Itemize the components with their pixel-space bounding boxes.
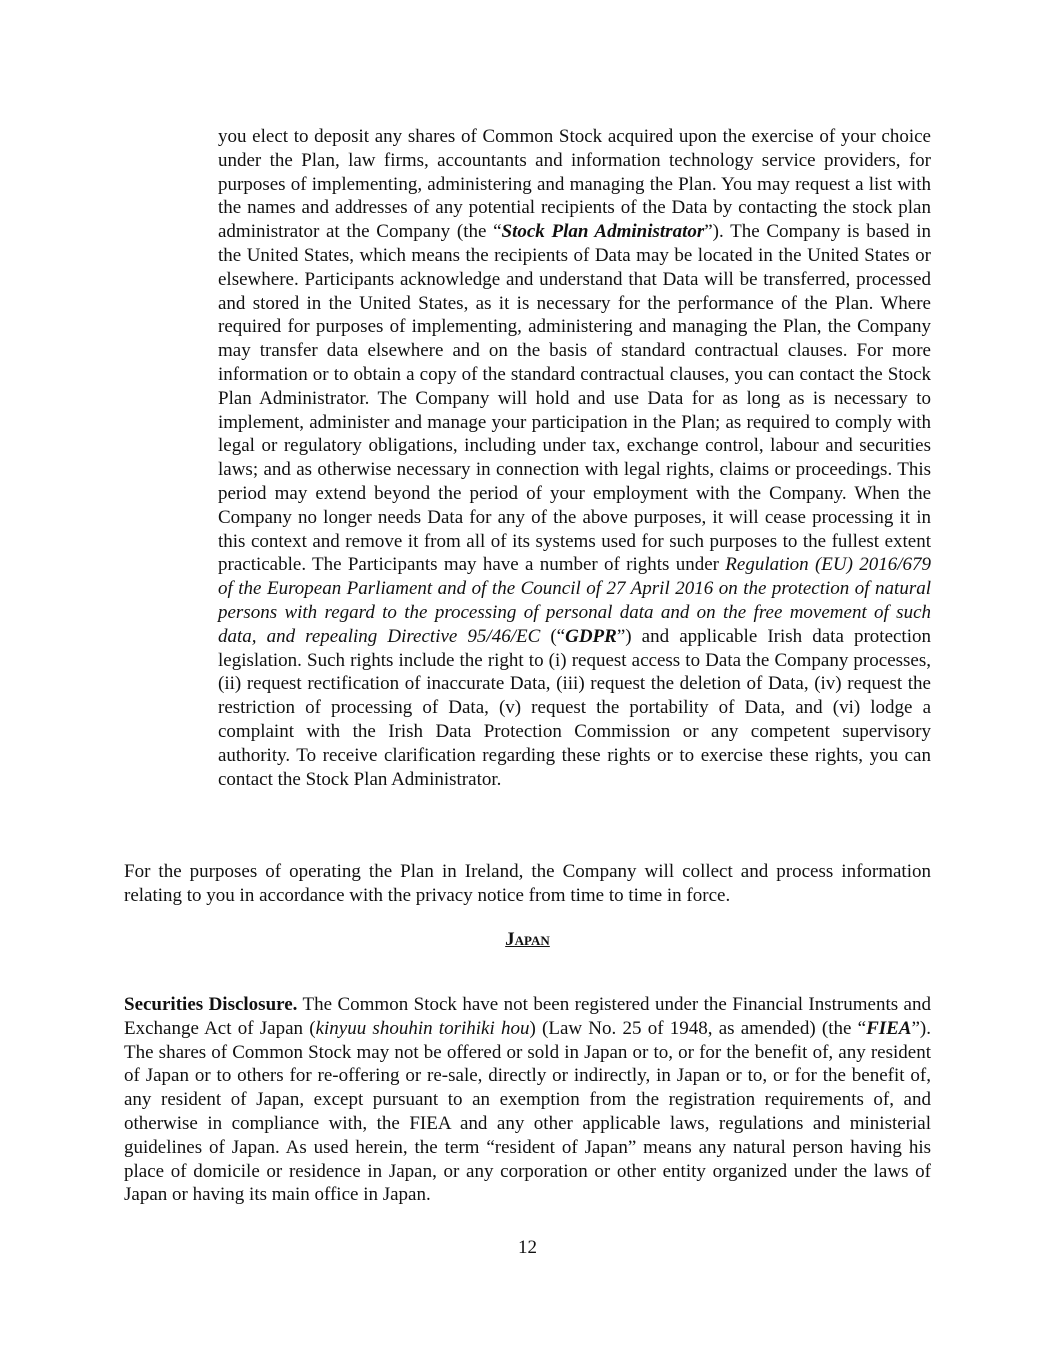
data-protection-text-3: (“ [540, 625, 566, 647]
data-protection-text-4: ”) and applicable Irish data protection legislation. Such rights include the right to (i) request access to Data the Company processes, (ii) request rectification of inaccurate Data, (iii) request the deletion of Data, (iv) request the restriction of processing of Data, (v) request the portability of Data, and (vi) lodge a complaint with the Irish Data Protection Commission or any competent supervisory authority. To receive clarification regarding these rights or to exercise these rights, you can contact the Stock Plan Administrator. [218, 625, 931, 790]
page-number: 12 [518, 1237, 537, 1258]
securities-text-1: The Common Stock have not been registered under the Financial Instruments and Exchange Act of Japan ( [124, 994, 931, 1039]
defined-term-fiea: FIEA [866, 1017, 912, 1039]
ireland-privacy-paragraph: For the purposes of operating the Plan in Ireland, the Company will collect and process information relating to you in accordance with the privacy notice from time to time in force. [124, 861, 931, 906]
data-protection-text-1: you elect to deposit any shares of Common Stock acquired upon the exercise of your choice under the Plan, law firms, accountants and information technology service providers, for purposes of implementing, administering and managing the Plan. You may request a list with the names and addresses of any potential recipients of the Data by contacting the stock plan administrator at the Company (the “ [218, 126, 931, 243]
japan-section-heading: Japan [505, 929, 550, 950]
defined-term-gdpr: GDPR [565, 625, 617, 647]
securities-disclosure-paragraph [124, 993, 931, 1207]
securities-text-2: ) (Law No. 25 of 1948, as amended) (the “ [529, 1017, 867, 1039]
data-protection-text-2: ”). The Company is based in the United States, which means the recipients of Data may be located in the United States or elsewhere. Participants acknowledge and understand that Data will be transferred, processed and stored in the United States, as it is necessary for the performance of the Plan. Where required for purposes of implementing, administering and managing the Plan, the Company may transfer data elsewhere and on the basis of standard contractual clauses. For more information or to obtain a copy of the standard contractual clauses, you can contact the Stock Plan Administrator. The Company will hold and use Data for as long as is necessary to implement, administer and manage your participation in the Plan; as required to comply with legal or regulatory obligations, including under tax, exchange control, labour and securities laws; and as otherwise necessary in connection with legal rights, claims or proceedings. This period may extend beyond the period of your employment with the Company. When the Company no longer needs Data for any of the above purposes, it will cease processing it in this context and remove it from all of its systems used for such purposes to the fullest extent practicable. The Participants may have a number of rights under [218, 221, 931, 576]
securities-disclosure-label: Securities Disclosure. [124, 994, 298, 1015]
securities-text-3: ”). The shares of Common Stock may not be offered or sold in Japan or to, or for the benefit of, any resident of Japan or to others for re-offering or re-sale, directly or indirectly, in Japan or to, or for the benefit of, any resident of Japan, except pursuant to an exemption from the registration requirements of, and otherwise in compliance with, the FIEA and any other applicable laws, regulations and ministerial guidelines of Japan. As used herein, the term “resident of Japan” means any natural person having his place of domicile or residence in Japan, or any corporation or other entity organized under the laws of Japan or having its main office in Japan. [124, 1017, 931, 1206]
fiea-japanese-name: kinyuu shouhin torihiki hou [315, 1017, 530, 1039]
gdpr-regulation-title: Regulation (EU) 2016/679 of the European Parliament and of the Council of 27 April 2016 on the protection of natural persons with regard to the processing of personal data and on the free movement of such data, and repealing Directive 95/46/EC [218, 554, 931, 647]
defined-term-stock-plan-administrator: Stock Plan Administrator [501, 221, 705, 243]
data-protection-paragraph [218, 125, 931, 791]
